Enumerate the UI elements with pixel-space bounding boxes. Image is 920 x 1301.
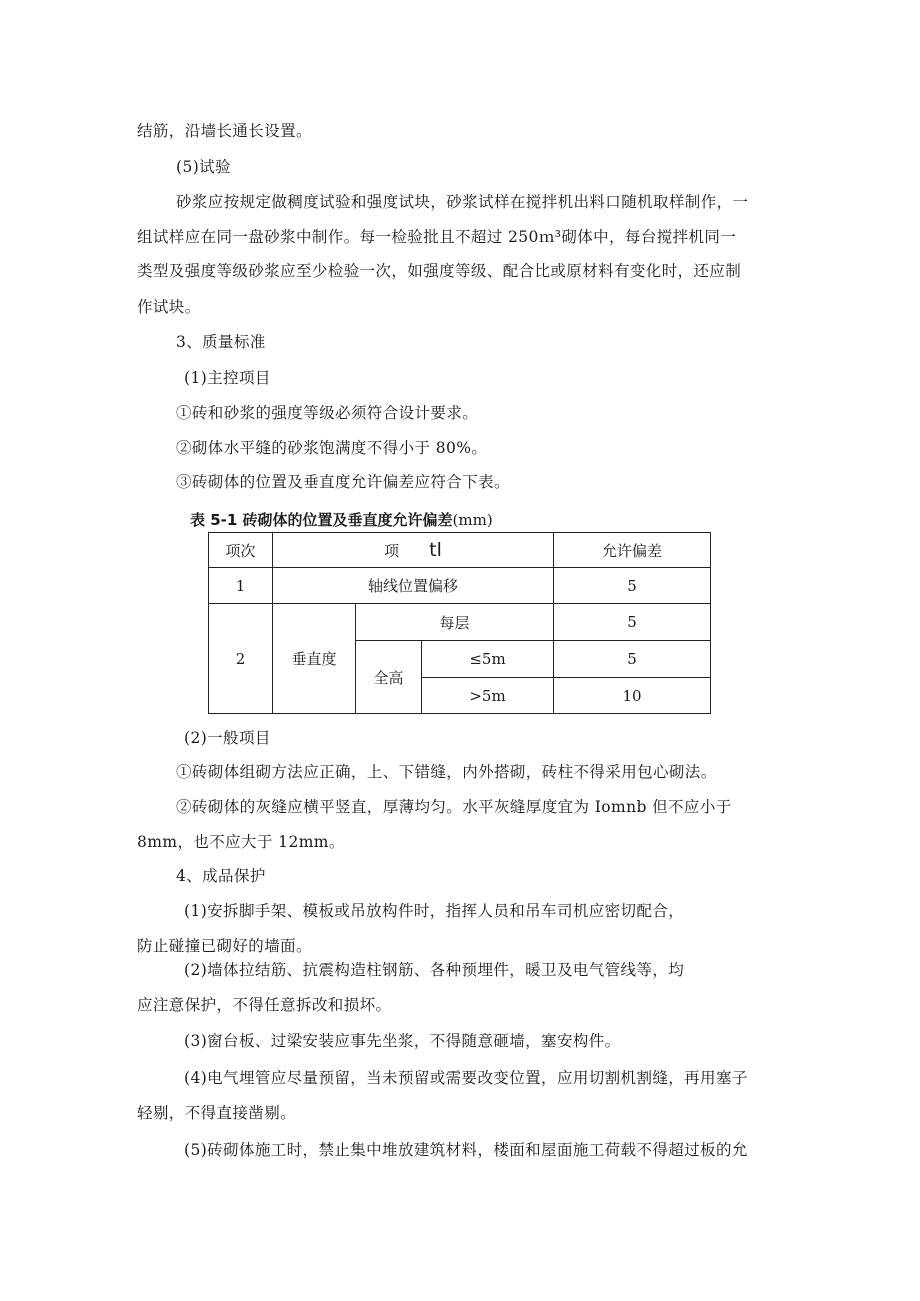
paragraph-line: 8mm，也不应大于 12mm。 [137, 833, 345, 851]
table-cell: 每层 [356, 604, 554, 641]
list-item: (5)砖砌体施工时，禁止集中堆放建筑材料，楼面和屋面施工荷载不得超过板的允 [184, 1141, 748, 1159]
table-cell: 垂直度 [273, 604, 356, 714]
table-row [209, 568, 711, 604]
list-item: ①砖和砂浆的强度等级必须符合设计要求。 [176, 404, 479, 422]
deviation-table [208, 532, 711, 714]
table-caption-title: 表 5-1 砖砌体的位置及垂直度允许偏差 [190, 511, 453, 529]
header-item-text: 项 [384, 542, 400, 560]
list-item: ②砖砌体的灰缝应横平竖直，厚薄均匀。水平灰缝厚度宜为 Iomnb 但不应小于 [176, 798, 732, 816]
header-cell: 允许偏差 [554, 533, 711, 568]
heading-quality-standard: 3、质量标准 [176, 333, 266, 351]
table-cell: 5 [554, 604, 711, 641]
paragraph-line: 防止碰撞已砌好的墙面。 [137, 937, 312, 955]
paragraph-line: 砂浆应按规定做稠度试验和强度试块，砂浆试样在搅拌机出料口随机取样制作，一 [176, 193, 749, 211]
table-header-row [209, 533, 711, 568]
paragraph-line: 组试样应在同一盘砂浆中制作。每一检验批且不超过 250ｍ³砌体中，每台搅拌机同一 [137, 228, 737, 246]
list-item: (3)窗台板、过梁安装应事先坐浆，不得随意砸墙，塞安构件。 [184, 1032, 621, 1050]
paragraph-line: 作试块。 [137, 298, 201, 316]
list-item: ①砖砌体组砌方法应正确，上、下错缝，内外搭砌，砖柱不得采用包心砌法。 [176, 763, 717, 781]
table-cell: >5m [422, 678, 554, 714]
header-cell [273, 533, 554, 568]
paragraph-line: 类型及强度等级砂浆应至少检验一次，如强度等级、配合比或原材料有变化时，还应制 [137, 262, 742, 280]
subheading-main-items: (1)主控项目 [184, 369, 271, 387]
list-item: ③砖砌体的位置及垂直度允许偏差应符合下表。 [176, 473, 510, 491]
paragraph-line: 轻剔，不得直接凿剔。 [137, 1104, 297, 1122]
list-item: (2)墙体拉结筋、抗震构造柱钢筋、各种预埋件，暖卫及电气管线等，均 [184, 961, 685, 979]
table-cell: 5 [554, 568, 711, 604]
list-item: ②砌体水平缝的砂浆饱满度不得小于 80%。 [176, 439, 488, 457]
list-item: (1)安拆脚手架、模板或吊放构件时，指挥人员和吊车司机应密切配合， [184, 902, 685, 920]
table-cell: ≤5m [422, 641, 554, 678]
heading-product-protection: 4、成品保护 [176, 867, 266, 885]
paragraph-line: 应注意保护，不得任意拆改和损坏。 [137, 996, 392, 1014]
list-item: (4)电气埋管应尽量预留，当未预留或需要改变位置，应用切割机割缝，再用塞子 [184, 1069, 748, 1087]
table-cell: 2 [209, 604, 273, 714]
header-cell: 项次 [209, 533, 273, 568]
table-cell: 1 [209, 568, 273, 604]
table-cell: 10 [554, 678, 711, 714]
table-cell: 轴线位置偏移 [273, 568, 554, 604]
table-caption-unit: (mm) [452, 511, 493, 529]
header-item-ocr-text: tl [429, 539, 442, 561]
subheading-general-items: (2)一般项目 [184, 729, 271, 747]
table-row [209, 604, 711, 641]
table-cell: 全高 [356, 641, 422, 714]
paragraph-line: 结筋，沿墙长通长设置。 [137, 122, 312, 140]
table-caption [190, 510, 493, 530]
subheading-test: (5)试验 [176, 158, 231, 176]
table-cell: 5 [554, 641, 711, 678]
